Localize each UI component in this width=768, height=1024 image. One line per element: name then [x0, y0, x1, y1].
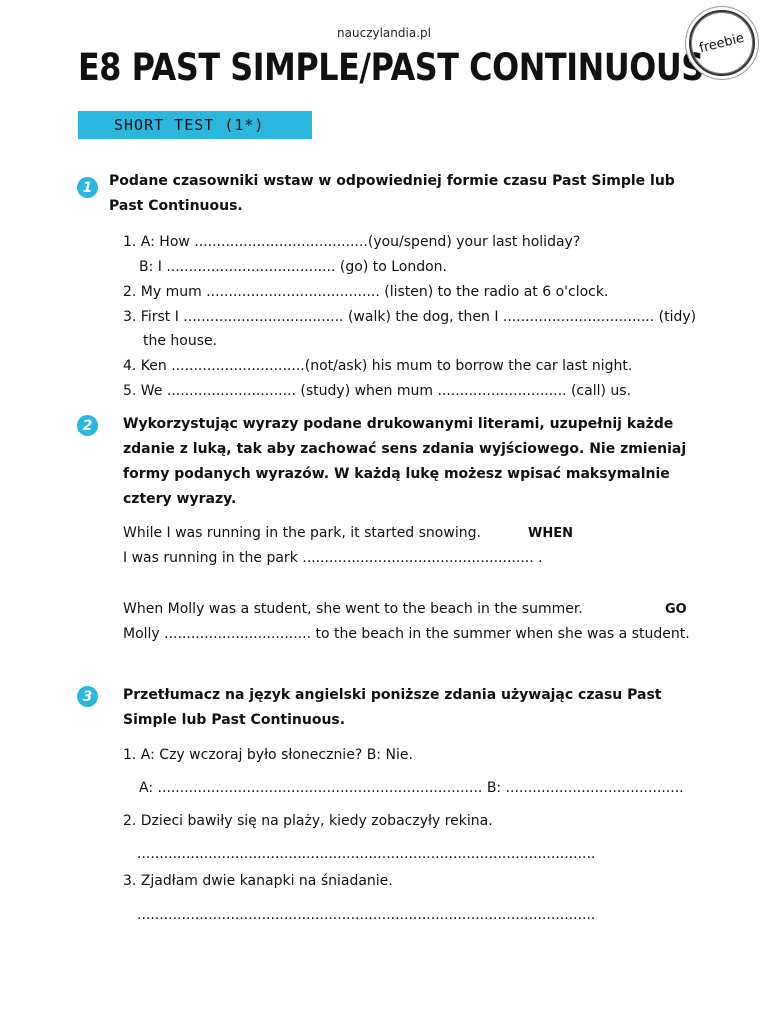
exercise-2-item-2-prompt: When Molly was a student, she went to the beach in the summer. [123, 601, 583, 617]
exercise-3-answer-1: A: ......................................................................... B: ........................................ [139, 780, 684, 796]
exercise-2-item-2-answer: Molly ................................. to the beach in the summer when she was a student. [123, 626, 690, 642]
section-1-instruction-line-2: Past Continuous. [109, 198, 243, 214]
section-2-number-icon: 2 [77, 415, 98, 436]
section-1-number-icon: 1 [77, 177, 98, 198]
page-title: E8 PAST SIMPLE/PAST CONTINUOUS [78, 46, 704, 89]
section-3-number-icon: 3 [77, 686, 98, 707]
freebie-label: freebie [698, 30, 746, 56]
exercise-3-question-2: 2. Dzieci bawiły się na plaży, kiedy zobaczyły rekina. [123, 813, 493, 829]
exercise-3-question-1: 1. A: Czy wczoraj było słonecznie? B: Nie. [123, 747, 413, 763]
exercise-1-line: B: I ...................................... (go) to London. [139, 259, 448, 275]
exercise-3-question-3: 3. Zjadłam dwie kanapki na śniadanie. [123, 873, 393, 889]
section-2-instruction-line: cztery wyrazy. [123, 491, 237, 507]
exercise-3-answer-3: ....................................................................................................... [137, 907, 596, 923]
exercise-1-line: the house. [143, 333, 218, 349]
exercise-1-line: 4. Ken ..............................(not/ask) his mum to borrow the car last night. [123, 358, 633, 374]
section-2-instruction-line: formy podanych wyrazów. W każdą lukę możesz wpisać maksymalnie [123, 466, 670, 482]
exercise-2-item-1-keyword: WHEN [528, 526, 573, 541]
exercise-2-item-1-answer: I was running in the park .................................................... . [123, 550, 543, 566]
exercise-1-line: 5. We ............................. (study) when mum ............................. (call) us. [123, 383, 632, 399]
exercise-1-line: 3. First I .................................... (walk) the dog, then I .................................. (tidy) [123, 309, 697, 325]
exercise-1-line: 2. My mum ....................................... (listen) to the radio at 6 o'clock. [123, 284, 609, 300]
section-2-instruction-line: zdanie z luką, tak aby zachować sens zdania wyjściowego. Nie zmieniaj [123, 441, 687, 457]
freebie-stamp [689, 10, 755, 76]
section-3-instruction-line-1: Przetłumacz na język angielski poniższe zdania używając czasu Past [123, 687, 662, 703]
exercise-2-item-1-prompt: While I was running in the park, it started snowing. [123, 525, 481, 541]
exercise-2-item-2-keyword: GO [665, 602, 687, 617]
exercise-1-line: 1. A: How .......................................(you/spend) your last holiday? [123, 234, 581, 250]
section-2-instruction-line: Wykorzystując wyrazy podane drukowanymi literami, uzupełnij każde [123, 416, 674, 432]
banner-label: SHORT TEST (1*) [114, 116, 265, 134]
site-url: nauczylandia.pl [337, 26, 431, 40]
section-3-instruction-line-2: Simple lub Past Continuous. [123, 712, 346, 728]
exercise-3-answer-2: ....................................................................................................... [137, 846, 596, 862]
section-1-instruction-line-1: Podane czasowniki wstaw w odpowiedniej formie czasu Past Simple lub [109, 173, 675, 189]
test-banner [78, 111, 312, 139]
